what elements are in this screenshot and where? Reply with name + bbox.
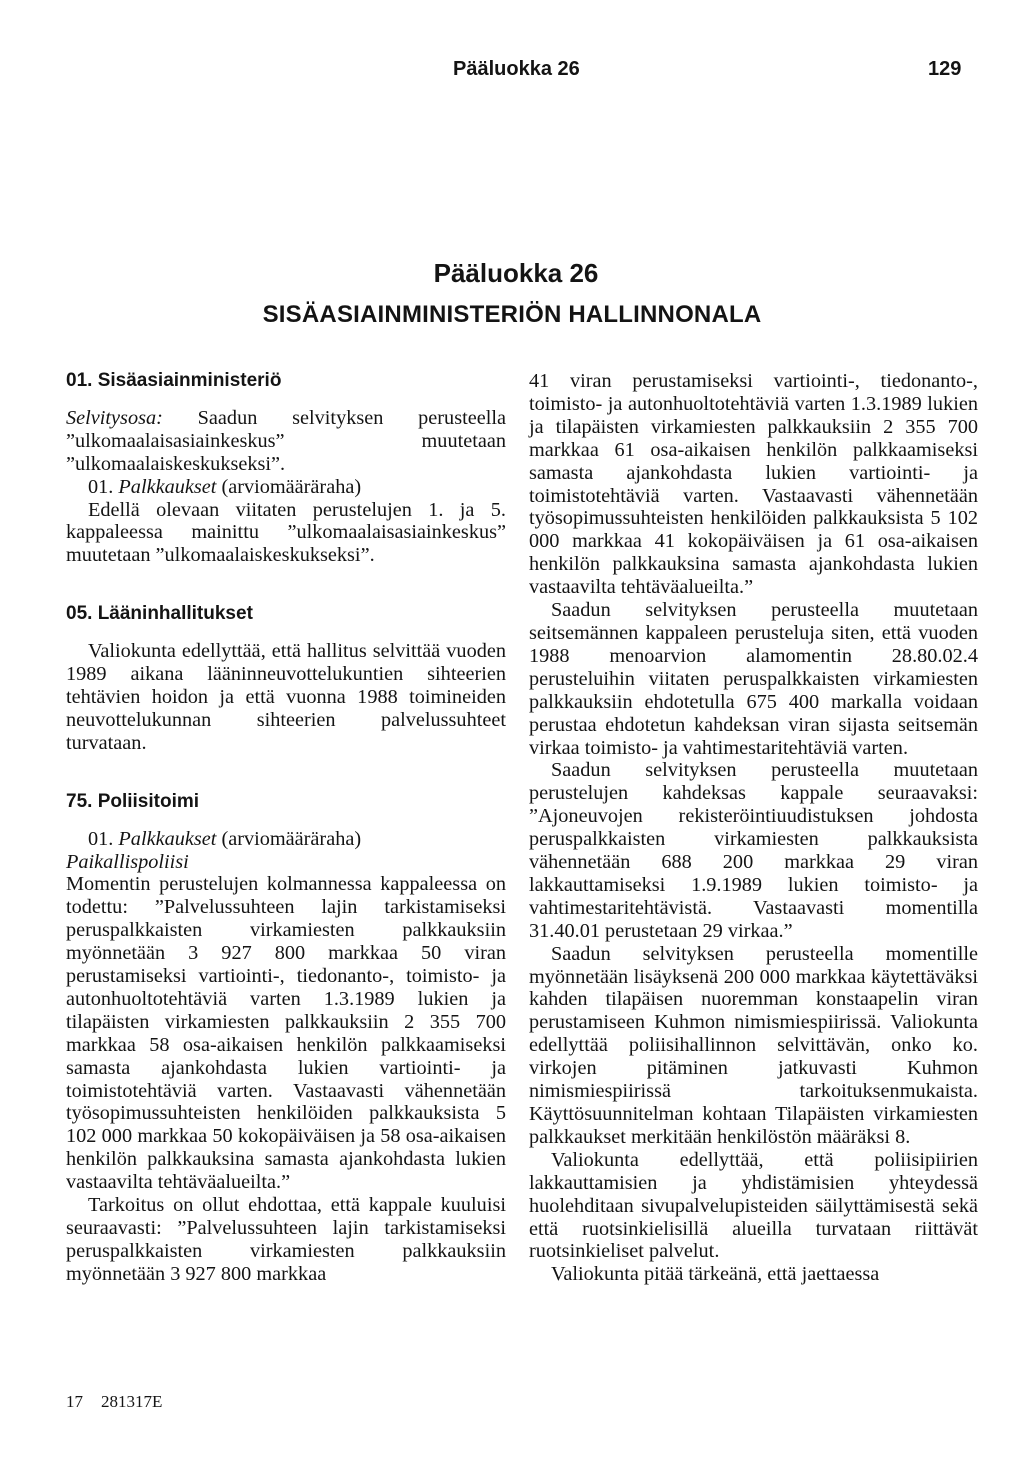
paragraph: Saadun selvityksen perusteella muutetaan seitsemännen kappaleen perusteluja siten, että vuoden 1988 menoarvion alamomentin 28.80.02.4 perusteluihin viitaten peruspalkkaisten virkamiesten palkkauksiin ehdotetulla 675 400 markalla voidaan perustaa ehdotetun kahdeksan viran sijasta seitsemän virkaa toimisto- ja vahtimestaritehtäviä varten. [529,599,978,759]
paragraph: Saadun selvityksen perusteella momentille myönnetään lisäyksenä 200 000 markkaa käytettäväksi kahden tilapäisen nuoremman konstaapelin viran perustamiseen Kuhmon nimismiespiirissä. Valiokunta edellyttää poliisihallinnon selvittävän, onko ko. virkojen pitäminen jatkuvasti Kuhmon nimismiespiirissä tarkoituksenmukaista. Käyttösuunnitelman kohtaan Tilapäisten virkamiesten palkkaukset merkitään henkilöstön määräksi 8. [529,942,978,1148]
paragraph: 41 viran perustamiseksi vartiointi-, tiedonanto-, toimisto- ja autonhuoltotehtäviä varten 1.3.1989 lukien ja tilapäisten virkamiesten palkkauksiin 2 355 700 markkaa 61 osa-aikaisen henkilön palkkaamiseksi samasta ajankohdasta lukien vartiointi- ja toimistotehtäviä varten. Vastaavasti vähennetään työsopimussuhteisten henkilöiden palkkauksista 5 102 000 markkaa 41 kokopäiväisen ja 61 osa-aikaisen henkilön palkkauksina samasta ajankohdasta lukien vastaavilta tehtäväalueilta.” [529,370,978,599]
paragraph: Momentin perustelujen kolmannessa kappaleessa on todettu: ”Palvelussuhteen lajin tarkistamiseksi peruspalkkaisten virkamiesten palkkauksiin myönnetään 3 927 800 markkaa 50 viran perustamiseksi vartiointi-, tiedonanto-, toimisto- ja autonhuoltotehtäviä varten 1.3.1989 lukien ja tilapäisten virkamiesten palkkauksiin 2 355 700 markkaa 58 osa-aikaisen henkilön palkkaamiseksi samasta ajankohdasta lukien vartiointi- ja toimistotehtäviä varten. Vastaavasti vähennetään työsopimussuhteisten henkilöiden palkkauksista 5 102 000 markkaa 50 kokopäiväisen ja 58 osa-aikaisen henkilön palkkauksina samasta ajankohdasta lukien vastaavilta tehtäväalueilta.” [66,873,506,1194]
paragraph: Valiokunta pitää tärkeänä, että jaettaessa [551,1263,880,1286]
italic-label: Palkkaukset [118,827,217,850]
paragraph: Saadun selvityksen perusteella muutetaan perustelujen kahdeksas kappale seuraavaksi: ”Ajoneuvojen rekisteröintiuudistuksen johdosta peruspalkkaisten virkamiesten palkkauksista vähennetään 688 200 markkaa 29 viran lakkauttamiseksi 1.9.1989 lukien toimisto- ja vahtimestaritehtävistä. Vastaavasti momentilla 31.40.01 perustetaan 29 virkaa.” [529,759,978,942]
paragraph: Tarkoitus on ollut ehdottaa, että kappale kuuluisi seuraavasti: ”Palvelussuhteen lajin tarkistamiseksi peruspalkkaisten virkamiesten palkkauksiin myönnetään 3 927 800 markkaa [66,1194,506,1285]
running-header-title: Pääluokka 26 [453,58,580,80]
print-footer [66,1392,162,1412]
chapter-heading [0,258,1024,329]
paragraph [66,407,506,476]
chapter-number: Pääluokka 26 [433,258,599,288]
paragraph-text: (arviomääräraha) [216,827,362,850]
paragraph [66,476,506,499]
paragraph [66,828,506,851]
italic-subheading: Paikallispoliisi [66,850,189,873]
right-column [529,370,978,1286]
italic-label: Selvitysosa: [66,406,163,429]
paragraph: Valiokunta edellyttää, että poliisipiirien lakkauttamisien ja yhdistämisien yhteydessä huolehditaan sivupalvelupisteiden säilyttämisestä sekä että ruotsinkielisillä alueilla turvataan riittävät ruotsinkieliset palvelut. [529,1148,978,1263]
italic-label: Palkkaukset [118,475,217,498]
paragraph-text: (arviomääräraha) [216,475,362,498]
subheading [66,851,506,874]
footer-code: 281317E [101,1392,163,1411]
section-heading-05: 05. Lääninhallitukset [66,603,253,625]
item-number: 01. [88,475,119,498]
paragraph: Valiokunta edellyttää, että hallitus selvittää vuoden 1989 aikana lääninneuvottelukuntien sihteerien tehtävien hoidon ja että vuonna 1988 toimineiden neuvottelukunnan sihteerien palvelussuhteet turvataan. [66,640,506,754]
page-number: 129 [928,58,962,80]
paragraph-text: Saadun selvityksen perusteella ”ulkomaalaisasiainkeskus” muutetaan ”ulkomaalaiskeskukseksi”. [66,406,506,475]
chapter-title: SISÄASIAINMINISTERIÖN HALLINNONALA [262,301,762,328]
item-number: 01. [88,827,119,850]
left-column [66,370,506,1286]
section-heading-75: 75. Poliisitoimi [66,790,200,812]
section-heading-01: 01. Sisäasiainministeriö [66,370,282,391]
paragraph: Edellä olevaan viitaten perustelujen 1. ja 5. kappaleessa mainittu ”ulkomaalaisasiainkeskus” muutetaan ”ulkomaalaiskeskukseksi”. [66,498,506,567]
footer-sequence: 17 [66,1392,83,1411]
